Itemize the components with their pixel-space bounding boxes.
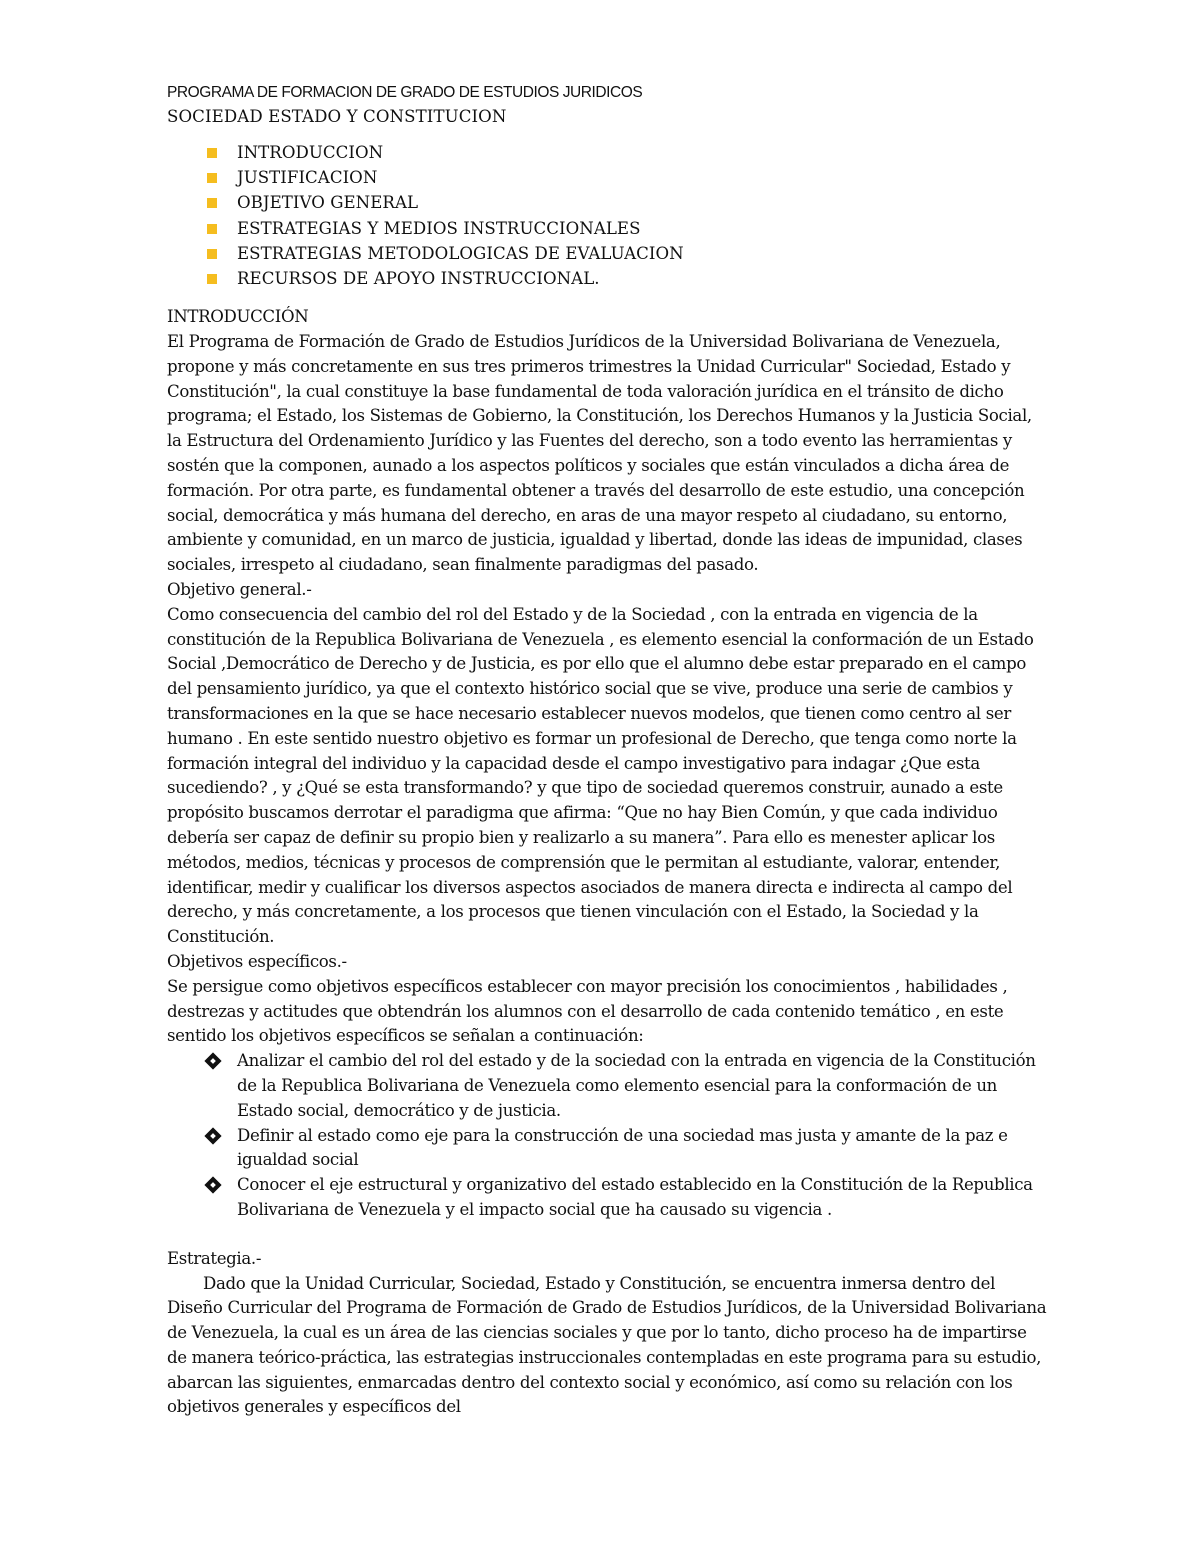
square-bullet-icon [207,274,217,284]
program-title: PROGRAMA DE FORMACION DE GRADO DE ESTUDIOS JURIDICOS [167,84,643,101]
square-bullet-icon [207,224,217,234]
toc-item [167,216,1047,241]
toc-item [167,165,1047,190]
square-bullet-icon [207,198,217,208]
list-item [167,1124,1047,1174]
list-item-text: Conocer el eje estructural y organizativo del estado establecido en la Constitución de la Republica Bolivariana de Venezuela y el impacto social que ha causado su vigencia . [237,1175,1033,1219]
toc-item-label: INTRODUCCION [237,143,384,162]
toc-item-label: ESTRATEGIAS METODOLOGICAS DE EVALUACION [237,243,684,263]
list-item [167,1049,1047,1123]
intro-heading: INTRODUCCIÓN [167,307,309,327]
document-content [167,82,1047,1420]
toc-item-label: OBJETIVO GENERAL [237,193,419,213]
spacer [167,1223,1047,1237]
general-objective-paragraph: Como consecuencia del cambio del rol del Estado y de la Sociedad , con la entrada en vigencia de la constitución de la Republica Bolivariana de Venezuela , es elemento esencial la conformación de un Estado Social ,Democrático de Derecho y de Justicia, es por ello que el alumno debe estar preparado en el campo del pensamiento jurídico, ya que el contexto histórico social que se vive, produce una serie de cambios y transformaciones en la que se hace necesario establecer nuevos modelos, que tienen como centro al ser humano . En este sentido nuestro objetivo es formar un profesional de Derecho, que tenga como norte la formación integral del individuo y la capacidad desde el campo investigativo para indagar ¿Que esta sucediendo? , y ¿Qué se esta transformando? y que tipo de sociedad queremos construir, aunado a este propósito buscamos derrotar el paradigma que afirma: “Que no hay Bien Común, y que cada individuo debería ser capaz de definir su propio bien y realizarlo a su manera”. Para ello es menester aplicar los métodos, medios, técnicas y procesos de comprensión que le permitan al estudiante, valorar, entender, identificar, medir y cualificar los diversos aspectos asociados de manera directa e indirecta al campo del derecho, y más concretamente, a los procesos que tienen vinculación con el Estado, la Sociedad y la Constitución. [167,604,1034,947]
toc-item [167,190,1047,215]
strategy-heading: Estrategia.- [167,1248,262,1268]
toc-item [167,266,1047,291]
toc-item [167,140,1047,165]
toc-item [167,241,1047,266]
specific-objectives-heading: Objetivos específicos.- [167,951,347,971]
square-bullet-icon [207,173,217,183]
spacer [167,291,1047,305]
toc-item-label: RECURSOS DE APOYO INSTRUCCIONAL. [237,269,600,289]
general-objective-heading: Objetivo general.- [167,579,312,599]
specific-objectives-list [167,1049,1047,1223]
specific-objectives-paragraph: Se persigue como objetivos específicos establecer con mayor precisión los conocimientos , habilidades , destrezas y actitudes que obtendrán los alumnos con el desarrollo de cada contenido temático , en este sentido los objetivos específicos se señalan a continuación: [167,976,1008,1046]
list-item-text: Definir al estado como eje para la construcción de una sociedad mas justa y amante de la paz e igualdad social [237,1125,1008,1170]
table-of-contents [167,140,1047,291]
square-bullet-icon [207,148,217,158]
toc-item-label: ESTRATEGIAS Y MEDIOS INSTRUCCIONALES [237,218,641,238]
square-bullet-icon [207,249,217,259]
diamond-bullet-icon [205,1177,222,1194]
spacer [167,1237,1047,1247]
list-item [167,1173,1047,1223]
diamond-bullet-icon [205,1127,222,1144]
diamond-bullet-icon [205,1053,222,1070]
list-item-text: Analizar el cambio del rol del estado y de la sociedad con la entrada en vigencia de la Constitución de la Republica Bolivariana de Venezuela como elemento esencial para la conformación de un Estado social, democrático y de justicia. [237,1051,1036,1120]
course-title: SOCIEDAD ESTADO Y CONSTITUCION [167,107,507,126]
toc-item-label: JUSTIFICACION [237,168,378,188]
intro-paragraph: El Programa de Formación de Grado de Estudios Jurídicos de la Universidad Bolivariana de Venezuela, propone y más concretamente en sus tres primeros trimestres la Unidad Curricular" Sociedad, Estado y Constitución", la cual constituye la base fundamental de toda valoración jurídica en el tránsito de dicho programa; el Estado, los Sistemas de Gobierno, la Constitución, los Derechos Humanos y la Justicia Social, la Estructura del Ordenamiento Jurídico y las Fuentes del derecho, son a todo evento las herramientas y sostén que la componen, aunado a los aspectos políticos y sociales que están vinculados a dicha área de formación. Por otra parte, es fundamental obtener a través del desarrollo de este estudio, una concepción social, democrática y más humana del derecho, en aras de una mayor respeto al ciudadano, su entorno, ambiente y comunidad, en un marco de justicia, igualdad y libertad, donde las ideas de impunidad, clases sociales, irrespeto al ciudadano, sean finalmente paradigmas del pasado. [167,332,1032,575]
strategy-paragraph: Dado que la Unidad Curricular, Sociedad, Estado y Constitución, se encuentra inmersa dentro del Diseño Curricular del Programa de Formación de Grado de Estudios Jurídicos, de la Universidad Bolivariana de Venezuela, la cual es un área de las ciencias sociales y que por lo tanto, dicho proceso ha de impartirse de manera teórico-práctica, las estrategias instruccionales contempladas en este programa para su estudio, abarcan las siguientes, enmarcadas dentro del contexto social y económico, así como su relación con los objetivos generales y específicos del [167,1273,1047,1417]
